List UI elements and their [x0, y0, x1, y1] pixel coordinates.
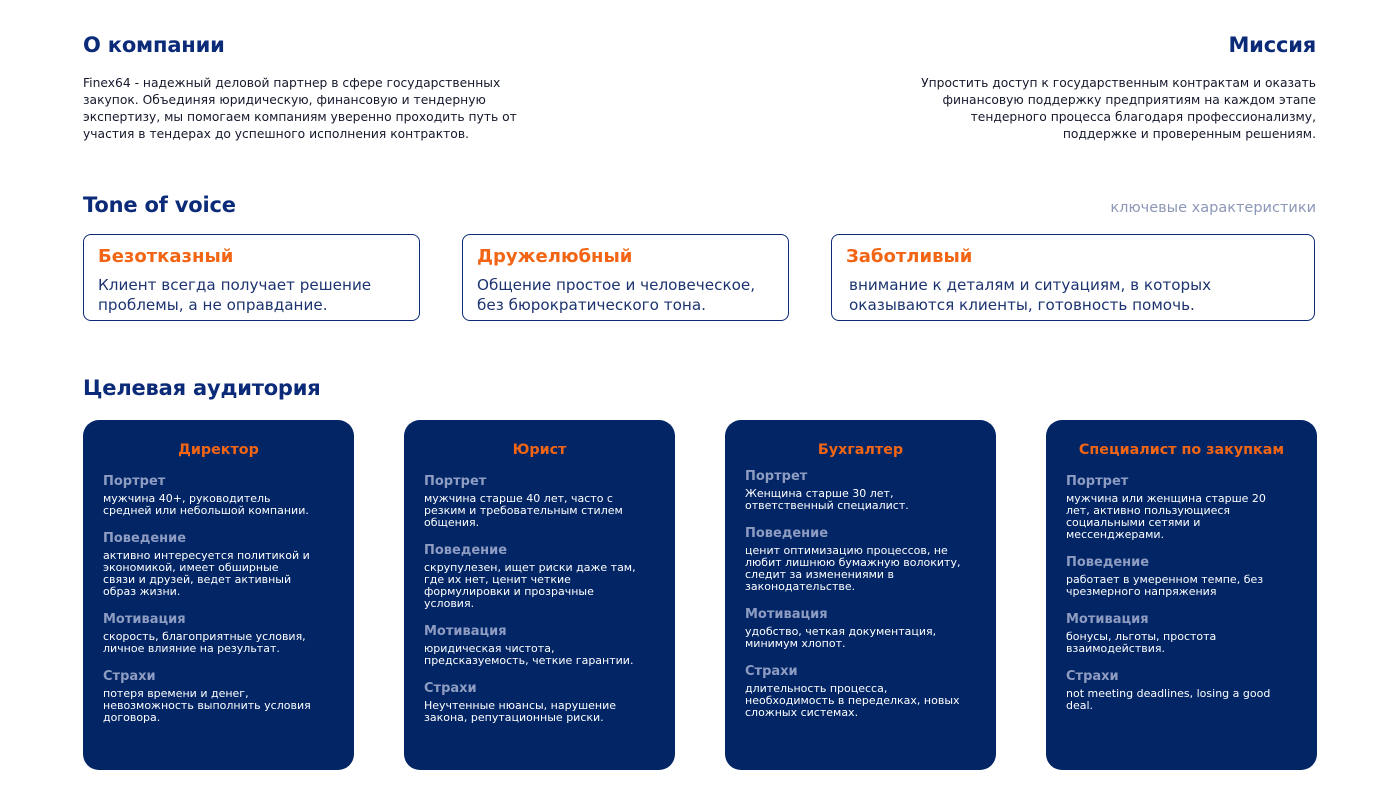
section-label: Мотивация [745, 607, 828, 622]
section-label: Поведение [745, 526, 829, 541]
section-line: чрезмерного напряжения [1066, 585, 1217, 598]
audience-card-title: Специалист по закупкам [1078, 442, 1285, 458]
about-line: экспертизу, мы помогаем компаниям уверенно проходить путь от [83, 110, 517, 124]
audience-card-title: Бухгалтер [817, 442, 904, 458]
tone-card-line: без бюрократического тона. [477, 296, 706, 314]
mission-line: Упростить доступ к государственным контрактам и оказать [921, 76, 1316, 90]
section-label: Поведение [103, 531, 187, 546]
section-line: предсказуемость, четкие гарантии. [424, 654, 634, 667]
about-title: О компании [83, 33, 225, 57]
section-line: лет, активно пользующиеся [1066, 504, 1231, 517]
about-line: Finex64 - надежный деловой партнер в сфере государственных [83, 76, 501, 90]
tone-card-line: оказываются клиенты, готовность помочь. [849, 296, 1195, 314]
about-text [83, 75, 603, 143]
section-label: Портрет [745, 469, 808, 484]
tone-card-text [477, 275, 755, 315]
section-line: резким и требовательным стилем [424, 504, 623, 517]
section-line: ценит оптимизацию процессов, не [745, 544, 948, 557]
mission-title: Миссия [1228, 33, 1316, 57]
tone-card-title: Заботливый [846, 246, 973, 267]
section-label: Портрет [103, 474, 166, 489]
section-line: законодательстве. [745, 580, 856, 593]
section-label: Страхи [1066, 669, 1119, 684]
section-line: экономикой, имеет обширные [103, 561, 279, 574]
section-line: юридическая чистота, [424, 642, 555, 655]
audience-card-director [83, 420, 354, 770]
section-text [103, 493, 334, 517]
section-text [424, 493, 655, 529]
section-line: Неучтенные нюансы, нарушение [424, 699, 617, 712]
section-line: невозможность выполнить условия [103, 699, 311, 712]
tone-card-text [98, 275, 371, 315]
section-text [1066, 688, 1297, 712]
section-line: сложных системах. [745, 706, 859, 719]
section-text [424, 643, 655, 667]
section-text [424, 562, 655, 610]
tone-card-line: проблемы, а не оправдание. [98, 296, 328, 314]
section-line: скорость, благоприятные условия, [103, 630, 306, 643]
mission-text [796, 75, 1316, 143]
section-line: закона, репутационные риски. [424, 711, 604, 724]
section-line: договора. [103, 711, 161, 724]
section-label: Мотивация [1066, 612, 1149, 627]
tone-card-text [849, 275, 1211, 315]
section-label: Поведение [424, 543, 508, 558]
section-text [1066, 574, 1297, 598]
tone-card-line: Общение простое и человеческое, [477, 276, 756, 294]
section-line: взаимодействия. [1066, 642, 1165, 655]
section-label: Страхи [424, 681, 477, 696]
section-line: личное влияние на результат. [103, 642, 280, 655]
tone-title: Tone of voice [83, 193, 236, 217]
section-line: необходимость в переделках, новых [745, 694, 960, 707]
section-line: связи и друзей, ведет активный [103, 573, 292, 586]
section-line: бонусы, льготы, простота [1066, 630, 1217, 643]
section-text [103, 688, 334, 724]
section-label: Портрет [1066, 474, 1129, 489]
section-label: Мотивация [424, 624, 507, 639]
section-text [103, 550, 334, 598]
section-label: Страхи [745, 664, 798, 679]
section-label: Мотивация [103, 612, 186, 627]
section-line: мессенджерами. [1066, 528, 1165, 541]
section-label: Страхи [103, 669, 156, 684]
section-line: мужчина или женщина старше 20 [1066, 492, 1266, 505]
mission-line: финансовую поддержку предприятиям на каждом этапе [942, 93, 1316, 107]
section-line: любит лишнюю бумажную волокиту, [745, 556, 961, 569]
section-text [1066, 631, 1297, 655]
section-text [745, 683, 976, 719]
section-label: Портрет [424, 474, 487, 489]
section-line: активно интересуется политикой и [103, 549, 310, 562]
tone-card-line: Клиент всегда получает решение [98, 276, 372, 294]
tone-card-friendly [462, 234, 789, 321]
section-line: работает в умеренном темпе, без [1066, 573, 1264, 586]
section-line: мужчина старше 40 лет, часто с [424, 492, 613, 505]
section-line: минимум хлопот. [745, 637, 846, 650]
mission-line: поддержке и проверенным решениям. [1062, 127, 1316, 141]
section-text [1066, 493, 1297, 541]
mission-line: тендерного процесса благодаря профессионализму, [970, 110, 1316, 124]
section-line: социальными сетями и [1066, 516, 1201, 529]
section-line: формулировки и прозрачные [424, 585, 594, 598]
section-label: Поведение [1066, 555, 1150, 570]
section-text [745, 488, 976, 512]
section-line: скрупулезен, ищет риски даже там, [424, 561, 636, 574]
tone-card-caring [831, 234, 1315, 321]
section-line: общения. [424, 516, 480, 529]
audience-card-accountant [725, 420, 996, 770]
section-line: Женщина старше 30 лет, [745, 487, 894, 500]
audience-title: Целевая аудитория [83, 376, 321, 400]
audience-card-lawyer [404, 420, 675, 770]
section-line: потеря времени и денег, [103, 687, 249, 700]
audience-card-procurement [1046, 420, 1317, 770]
section-text [745, 545, 976, 593]
section-line: средней или небольшой компании. [103, 504, 309, 517]
section-text [745, 626, 976, 650]
tone-card-reliable [83, 234, 420, 321]
section-text [103, 631, 334, 655]
section-line: образ жизни. [103, 585, 181, 598]
about-line: участия в тендерах до успешного исполнения контрактов. [83, 127, 469, 141]
about-line: закупок. Объединяя юридическую, финансовую и тендерную [83, 93, 486, 107]
section-line: следит за изменениями в [745, 568, 894, 581]
audience-card-title: Директор [178, 442, 259, 458]
section-line: deal. [1066, 699, 1094, 712]
tone-subtitle: ключевые характеристики [1110, 200, 1316, 216]
section-line: где их нет, ценит четкие [424, 573, 571, 586]
tone-card-title: Безотказный [98, 246, 234, 267]
tone-card-title: Дружелюбный [477, 246, 633, 267]
section-line: удобство, четкая документация, [745, 625, 937, 638]
section-line: not meeting deadlines, losing a good [1066, 687, 1271, 700]
section-line: условия. [424, 597, 475, 610]
section-line: мужчина 40+, руководитель [103, 492, 271, 505]
tone-card-line: внимание к деталям и ситуациям, в которых [849, 276, 1212, 294]
section-text [424, 700, 655, 724]
audience-card-title: Юрист [512, 442, 567, 458]
section-line: длительность процесса, [745, 682, 888, 695]
section-line: ответственный специалист. [745, 499, 909, 512]
